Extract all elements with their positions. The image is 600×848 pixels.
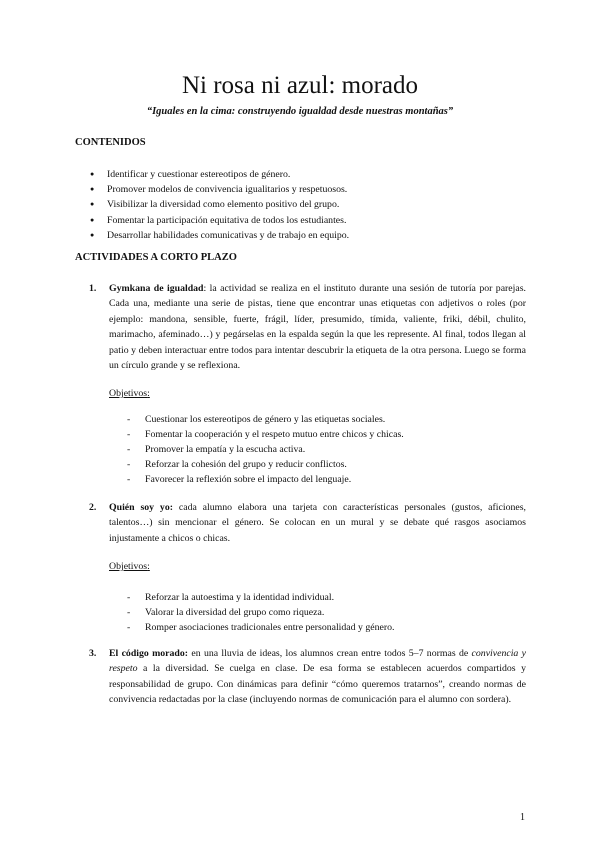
list-item: - Cuestionar los estereotipos de género y las etiquetas sociales. (127, 412, 404, 427)
document-title: Ni rosa ni azul: morado (181, 72, 419, 99)
contenidos-list (90, 167, 349, 243)
activity-description: la actividad se realiza en el instituto durante una sesión de tutoría por parejas. Cada una, mediante una serie de pistas, tiene que encontrar unas etiquetas con adjetivos o roles (por ejemplo: mandona, sensible, fuerte, frágil, líder, presumido, tímida, valiente, friki, débil, chulito, marimacho, afeminado…) y pegárselas en la espalda según la que les represente. Al final, todos llegan al patio y deben interactuar entre todos para intentar descubrir la etiqueta de la otra persona. Luego se forma un círculo grande y se reflexiona. (109, 283, 526, 372)
list-item: - Romper asociaciones tradicionales entre personalidad y género. (127, 620, 394, 635)
objetivos-list (127, 412, 404, 487)
list-item: ● Promover modelos de convivencia igualitarios y respetuosos. (90, 182, 349, 197)
activity-number: 2. (89, 502, 97, 513)
activity-name: Quién soy yo: (109, 502, 173, 513)
activity-1: 1. Gymkana de igualdad: la actividad se realiza en el instituto durante una sesión de tutoría por parejas. Cada una, mediante una serie de pistas, tiene que encontrar unas etiquetas con adjetivos o roles (por ejemplo: mandona, sensible, fuerte, frágil, líder, presumido, tímida, valiente, friki, débil, chulito, marimacho, afeminado…) y pegárselas en la espalda según la que les represente. Al final, todos llegan al patio y deben interactuar entre todos para intentar descubrir la etiqueta de la otra persona. Luego se forma un círculo grande y se reflexiona. (89, 283, 526, 372)
page-number: 1 (520, 812, 525, 823)
italic-phrase: convivencia y respeto (109, 648, 526, 675)
objetivos-label: Objetivos: (109, 388, 150, 399)
activity-name: El código morado: (109, 648, 189, 659)
list-item: ● Desarrollar habilidades comunicativas y de trabajo en equipo. (90, 228, 349, 243)
list-item: - Favorecer la reflexión sobre el impacto del lenguaje. (127, 472, 404, 487)
list-item: ● Identificar y cuestionar estereotipos de género. (90, 167, 349, 182)
activity-name: Gymkana de igualdad (109, 283, 204, 294)
activity-2 (89, 500, 526, 546)
list-item: ● Visibilizar la diversidad como elemento positivo del grupo. (90, 197, 349, 212)
objetivos-label: Objetivos: (109, 561, 150, 572)
list-item: - Valorar la diversidad del grupo como riqueza. (127, 605, 394, 620)
list-item: - Reforzar la autoestima y la identidad individual. (127, 590, 394, 605)
list-item: - Promover la empatía y la escucha activa. (127, 442, 404, 457)
list-item: - Reforzar la cohesión del grupo y reducir conflictos. (127, 457, 404, 472)
objetivos-list (127, 590, 394, 635)
activity-3: 3. El código morado: en una lluvia de ideas, los alumnos crean entre todos 5–7 normas de convivencia y respeto a la diversidad. Se cuelga en clase. De esa forma se establecen acuerdos compartidos y responsabilidad de grupo. Con dinámicas para definir “cómo queremos tratarnos”, creando normas de convivencia redactadas por la clase (incluyendo normas de comunicación para el alumno con sordera). (89, 648, 526, 706)
actividades-heading: ACTIVIDADES A CORTO PLAZO (75, 252, 237, 263)
document-subtitle: “Iguales en la cima: construyendo igualdad desde nuestras montañas” (146, 106, 454, 117)
list-item: ● Fomentar la participación equitativa de todos los estudiantes. (90, 213, 349, 228)
contenidos-heading: CONTENIDOS (75, 137, 146, 148)
list-item: - Fomentar la cooperación y el respeto mutuo entre chicos y chicas. (127, 427, 404, 442)
activity-description: cada alumno elabora una tarjeta con características personales (gustos, aficiones, talentos…) sin mencionar el género. Se colocan en un mural y se debate qué rasgos asociamos injustamente a chicos o chicas. (109, 502, 526, 544)
activity-number: 1. (89, 283, 97, 294)
activity-number: 3. (89, 648, 97, 659)
